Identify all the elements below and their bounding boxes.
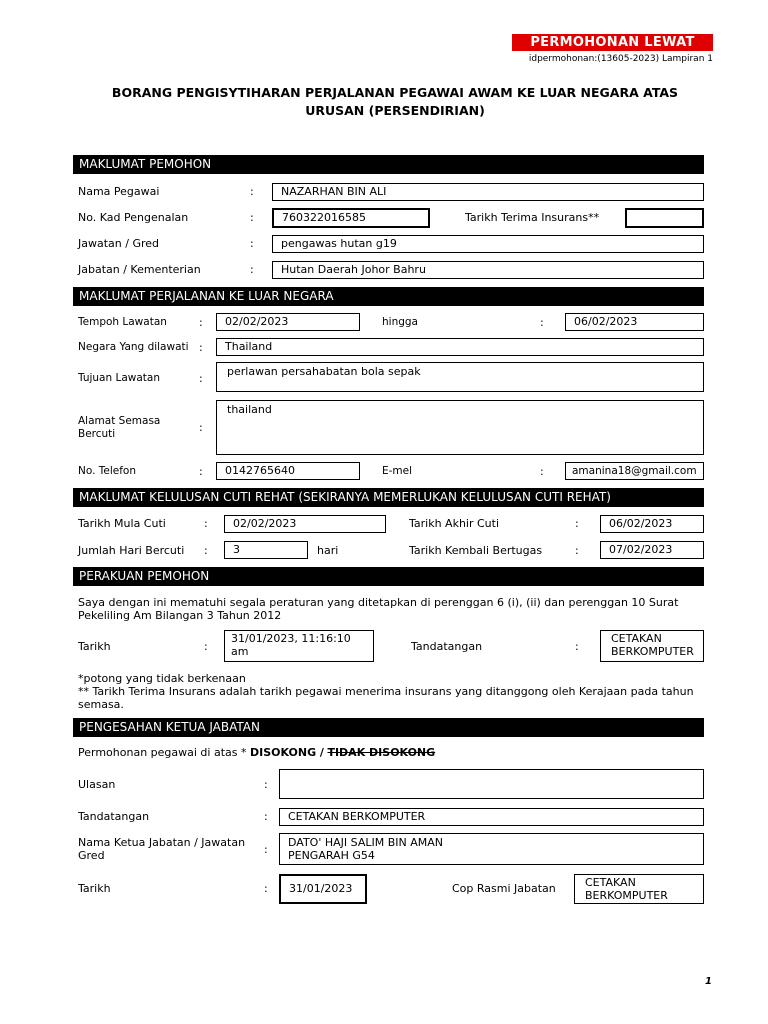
akhir-cuti-label: Tarikh Akhir Cuti [409,517,500,530]
colon: : [264,882,268,895]
alamat-label-line-2: Bercuti [78,428,116,440]
colon: : [204,544,208,557]
kembali-label: Tarikh Kembali Bertugas [409,544,543,557]
colon: : [199,372,203,385]
insurans-label: Tarikh Terima Insurans** [465,211,600,224]
section-perakuan-heading: PERAKUAN PEMOHON [73,567,704,586]
nama-label: Nama Pegawai [78,185,160,198]
hingga-label: hingga [382,316,418,328]
colon: : [199,341,203,354]
jabatan-field: Hutan Daerah Johor Bahru [272,261,704,279]
kp-field: 760322016585 [272,208,430,228]
telefon-label: No. Telefon [78,465,137,477]
note-potong: *potong yang tidak berkenaan [78,672,246,685]
cop-field [574,874,704,904]
alamat-label [78,415,160,441]
nama-ketua-label [78,836,245,862]
pengesahan-tarikh-field: 31/01/2023 [279,874,367,904]
late-application-badge: PERMOHONAN LEWAT [512,34,713,51]
alamat-field: thailand [216,400,704,455]
colon: : [575,640,579,653]
colon: : [199,421,203,434]
nama-field: NAZARHAN BIN ALI [272,183,704,201]
section-cuti-heading: MAKLUMAT KELULUSAN CUTI REHAT (SEKIRANYA MEMERLUKAN KELULUSAN CUTI REHAT) [73,488,704,507]
nama-ketua-label-line-1: Nama Ketua Jabatan / Jawatan [78,836,246,849]
perakuan-tandatangan-line-2: BERKOMPUTER [611,645,694,658]
colon: : [199,316,203,329]
colon: : [250,185,254,198]
perakuan-notes [78,672,708,711]
kembali-field: 07/02/2023 [600,541,704,559]
colon: : [540,465,544,478]
colon: : [204,517,208,530]
note-insurans-line-2: semasa. [78,698,124,711]
ulasan-label: Ulasan [78,778,116,791]
page-number: 1 [705,976,712,987]
pengesahan-tandatangan-label: Tandatangan [78,810,150,823]
section-pemohon-heading: MAKLUMAT PEMOHON [73,155,704,174]
ulasan-field [279,769,704,799]
colon: : [250,237,254,250]
jabatan-label: Jabatan / Kementerian [78,263,201,276]
colon: : [204,640,208,653]
kp-label: No. Kad Pengenalan [78,211,189,224]
cop-label: Cop Rasmi Jabatan [452,882,556,895]
colon: : [575,544,579,557]
perakuan-tarikh-field [224,630,374,662]
nama-ketua-line-1: DATO' HAJI SALIM BIN AMAN [288,836,443,849]
tempoh-akhir-field: 06/02/2023 [565,313,704,331]
mula-cuti-field: 02/02/2023 [224,515,386,533]
perakuan-tarikh-label: Tarikh [78,640,111,653]
tujuan-field: perlawan persahabatan bola sepak [216,362,704,392]
perakuan-statement-line-1: Saya dengan ini mematuhi segala peraturan yang ditetapkan di perenggan 6 (i), (ii) dan perenggan 10 Surat [78,596,679,609]
nama-ketua-line-2: PENGARAH G54 [288,849,375,862]
sokongan-prefix: Permohonan pegawai di atas * [78,746,250,759]
perakuan-tandatangan-field [600,630,704,662]
form-title-line-1: BORANG PENGISYTIHARAN PERJALANAN PEGAWAI AWAM KE LUAR NEGARA ATAS [111,85,679,100]
akhir-cuti-field: 06/02/2023 [600,515,704,533]
cop-line-1: CETAKAN [585,876,636,889]
cop-line-2: BERKOMPUTER [585,889,668,902]
nama-ketua-field [279,833,704,865]
jawatan-field: pengawas hutan g19 [272,235,704,253]
form-title-line-2: URUSAN (PERSENDIRIAN) [305,103,485,118]
perakuan-statement-line-2: Pekeliling Am Bilangan 3 Tahun 2012 [78,609,282,622]
form-title [90,84,700,120]
colon: : [575,517,579,530]
colon: : [264,778,268,791]
application-reference: idpermohonan:(13605-2023) Lampiran 1 [528,54,713,64]
perakuan-statement [78,596,708,622]
perakuan-tarikh-line-1: 31/01/2023, 11:16:10 [231,632,351,645]
hari-label: hari [317,544,339,557]
perakuan-tandatangan-label: Tandatangan [411,640,483,653]
sokongan-statement [78,746,435,759]
tujuan-label: Tujuan Lawatan [78,372,160,384]
colon: : [250,263,254,276]
emel-field: amanina18@gmail.com [565,462,704,480]
tempoh-mula-field: 02/02/2023 [216,313,360,331]
pengesahan-tarikh-label: Tarikh [78,882,111,895]
section-perjalanan-heading: MAKLUMAT PERJALANAN KE LUAR NEGARA [73,287,704,306]
colon: : [250,211,254,224]
nama-ketua-label-line-2: Gred [78,849,105,862]
colon: : [264,810,268,823]
mula-cuti-label: Tarikh Mula Cuti [78,517,166,530]
tempoh-label: Tempoh Lawatan [78,316,167,328]
disokong-option: DISOKONG / [249,746,324,759]
pengesahan-tandatangan-field: CETAKAN BERKOMPUTER [279,808,704,826]
note-insurans-line-1: ** Tarikh Terima Insurans adalah tarikh pegawai menerima insurans yang ditanggong oleh Kerajaan pada tahun [78,685,694,698]
alamat-label-line-1: Alamat Semasa [78,415,161,427]
insurans-field [625,208,704,228]
telefon-field: 0142765640 [216,462,360,480]
colon: : [264,843,268,856]
tidak-disokong-option: TIDAK DISOKONG [327,746,436,759]
negara-field: Thailand [216,338,704,356]
colon: : [540,316,544,329]
negara-label: Negara Yang dilawati [78,341,189,353]
section-pengesahan-heading: PENGESAHAN KETUA JABATAN [73,718,704,737]
jumlah-hari-label: Jumlah Hari Bercuti [78,544,185,557]
emel-label: E-mel [382,465,413,477]
perakuan-tarikh-line-2: am [231,645,249,658]
jawatan-label: Jawatan / Gred [78,237,160,250]
perakuan-tandatangan-line-1: CETAKAN [611,632,662,645]
colon: : [199,465,203,478]
jumlah-hari-field: 3 [224,541,308,559]
